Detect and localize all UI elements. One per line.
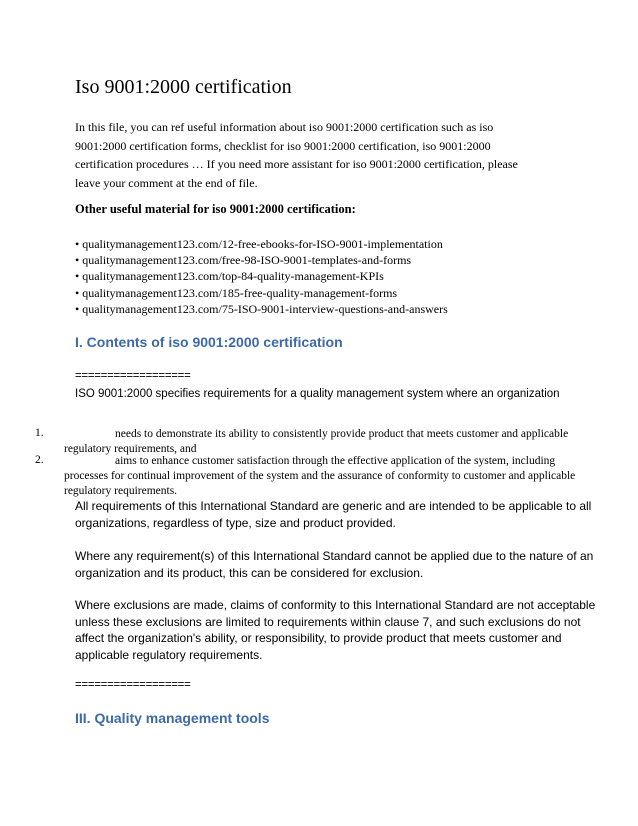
list-item-text: processes for continual improvement of the system and the assurance of conformity to customer and applicable <box>64 470 576 482</box>
resource-link[interactable]: • qualitymanagement123.com/top-84-quality-management-KPIs <box>75 269 384 284</box>
exclusion-paragraph <box>75 548 594 581</box>
paragraph-line: affect the organization's ability, or responsibility, to provide product that meets customer and <box>75 631 562 645</box>
requirements-paragraph <box>75 498 592 531</box>
list-item-text: regulatory requirements. <box>64 485 178 497</box>
resource-link[interactable]: • qualitymanagement123.com/free-98-ISO-9001-templates-and-forms <box>75 253 412 268</box>
intro-line: In this file, you can ref useful information about iso 9001:2000 certification such as iso <box>75 120 494 134</box>
paragraph-line: organization and its product, this can be considered for exclusion. <box>75 565 424 580</box>
list-item-text: needs to demonstrate its ability to consistently provide product that meets customer and applicable <box>115 428 569 440</box>
list-item-text: aims to enhance customer satisfaction through the effective application of the system, including <box>115 455 556 467</box>
section-1-heading: I. Contents of iso 9001:2000 certification <box>75 334 343 350</box>
iso-intro-text: ISO 9001:2000 specifies requirements for a quality management system where an organization <box>75 388 560 400</box>
resource-link[interactable]: • qualitymanagement123.com/185-free-quality-management-forms <box>75 285 398 300</box>
document-title: Iso 9001:2000 certification <box>75 76 292 98</box>
paragraph-line: unless these exclusions are limited to requirements within clause 7, and such exclusions do not <box>75 614 581 629</box>
list-item-text: regulatory requirements, and <box>64 443 197 455</box>
divider-line: ================== <box>75 370 191 382</box>
paragraph-line: Where exclusions are made, claims of conformity to this International Standard are not acceptable <box>75 598 596 612</box>
divider-line: ================== <box>75 679 191 691</box>
list-number: 1. <box>35 427 44 439</box>
list-number: 2. <box>35 454 44 466</box>
resource-link[interactable]: • qualitymanagement123.com/12-free-ebooks-for-ISO-9001-implementation <box>75 237 443 251</box>
paragraph-line: applicable regulatory requirements. <box>75 647 263 662</box>
other-material-heading: Other useful material for iso 9001:2000 certification: <box>75 202 356 216</box>
paragraph-line: organizations, regardless of type, size and product provided. <box>75 515 396 530</box>
paragraph-line: All requirements of this International Standard are generic and are intended to be applicable to all <box>75 499 592 513</box>
resource-link[interactable]: • qualitymanagement123.com/75-ISO-9001-interview-questions-and-answers <box>75 301 448 316</box>
resource-link-list <box>75 236 448 317</box>
intro-line: 9001:2000 certification forms, checklist for iso 9001:2000 certification, iso 9001:2000 <box>75 138 491 153</box>
intro-paragraph <box>75 118 545 192</box>
paragraph-line: Where any requirement(s) of this International Standard cannot be applied due to the nature of an <box>75 549 594 563</box>
intro-line: certification procedures … If you need more assistant for iso 9001:2000 certification, please <box>75 157 518 171</box>
section-3-heading: III. Quality management tools <box>75 710 270 726</box>
conformity-paragraph <box>75 597 596 663</box>
intro-line: leave your comment at the end of file. <box>75 175 258 190</box>
